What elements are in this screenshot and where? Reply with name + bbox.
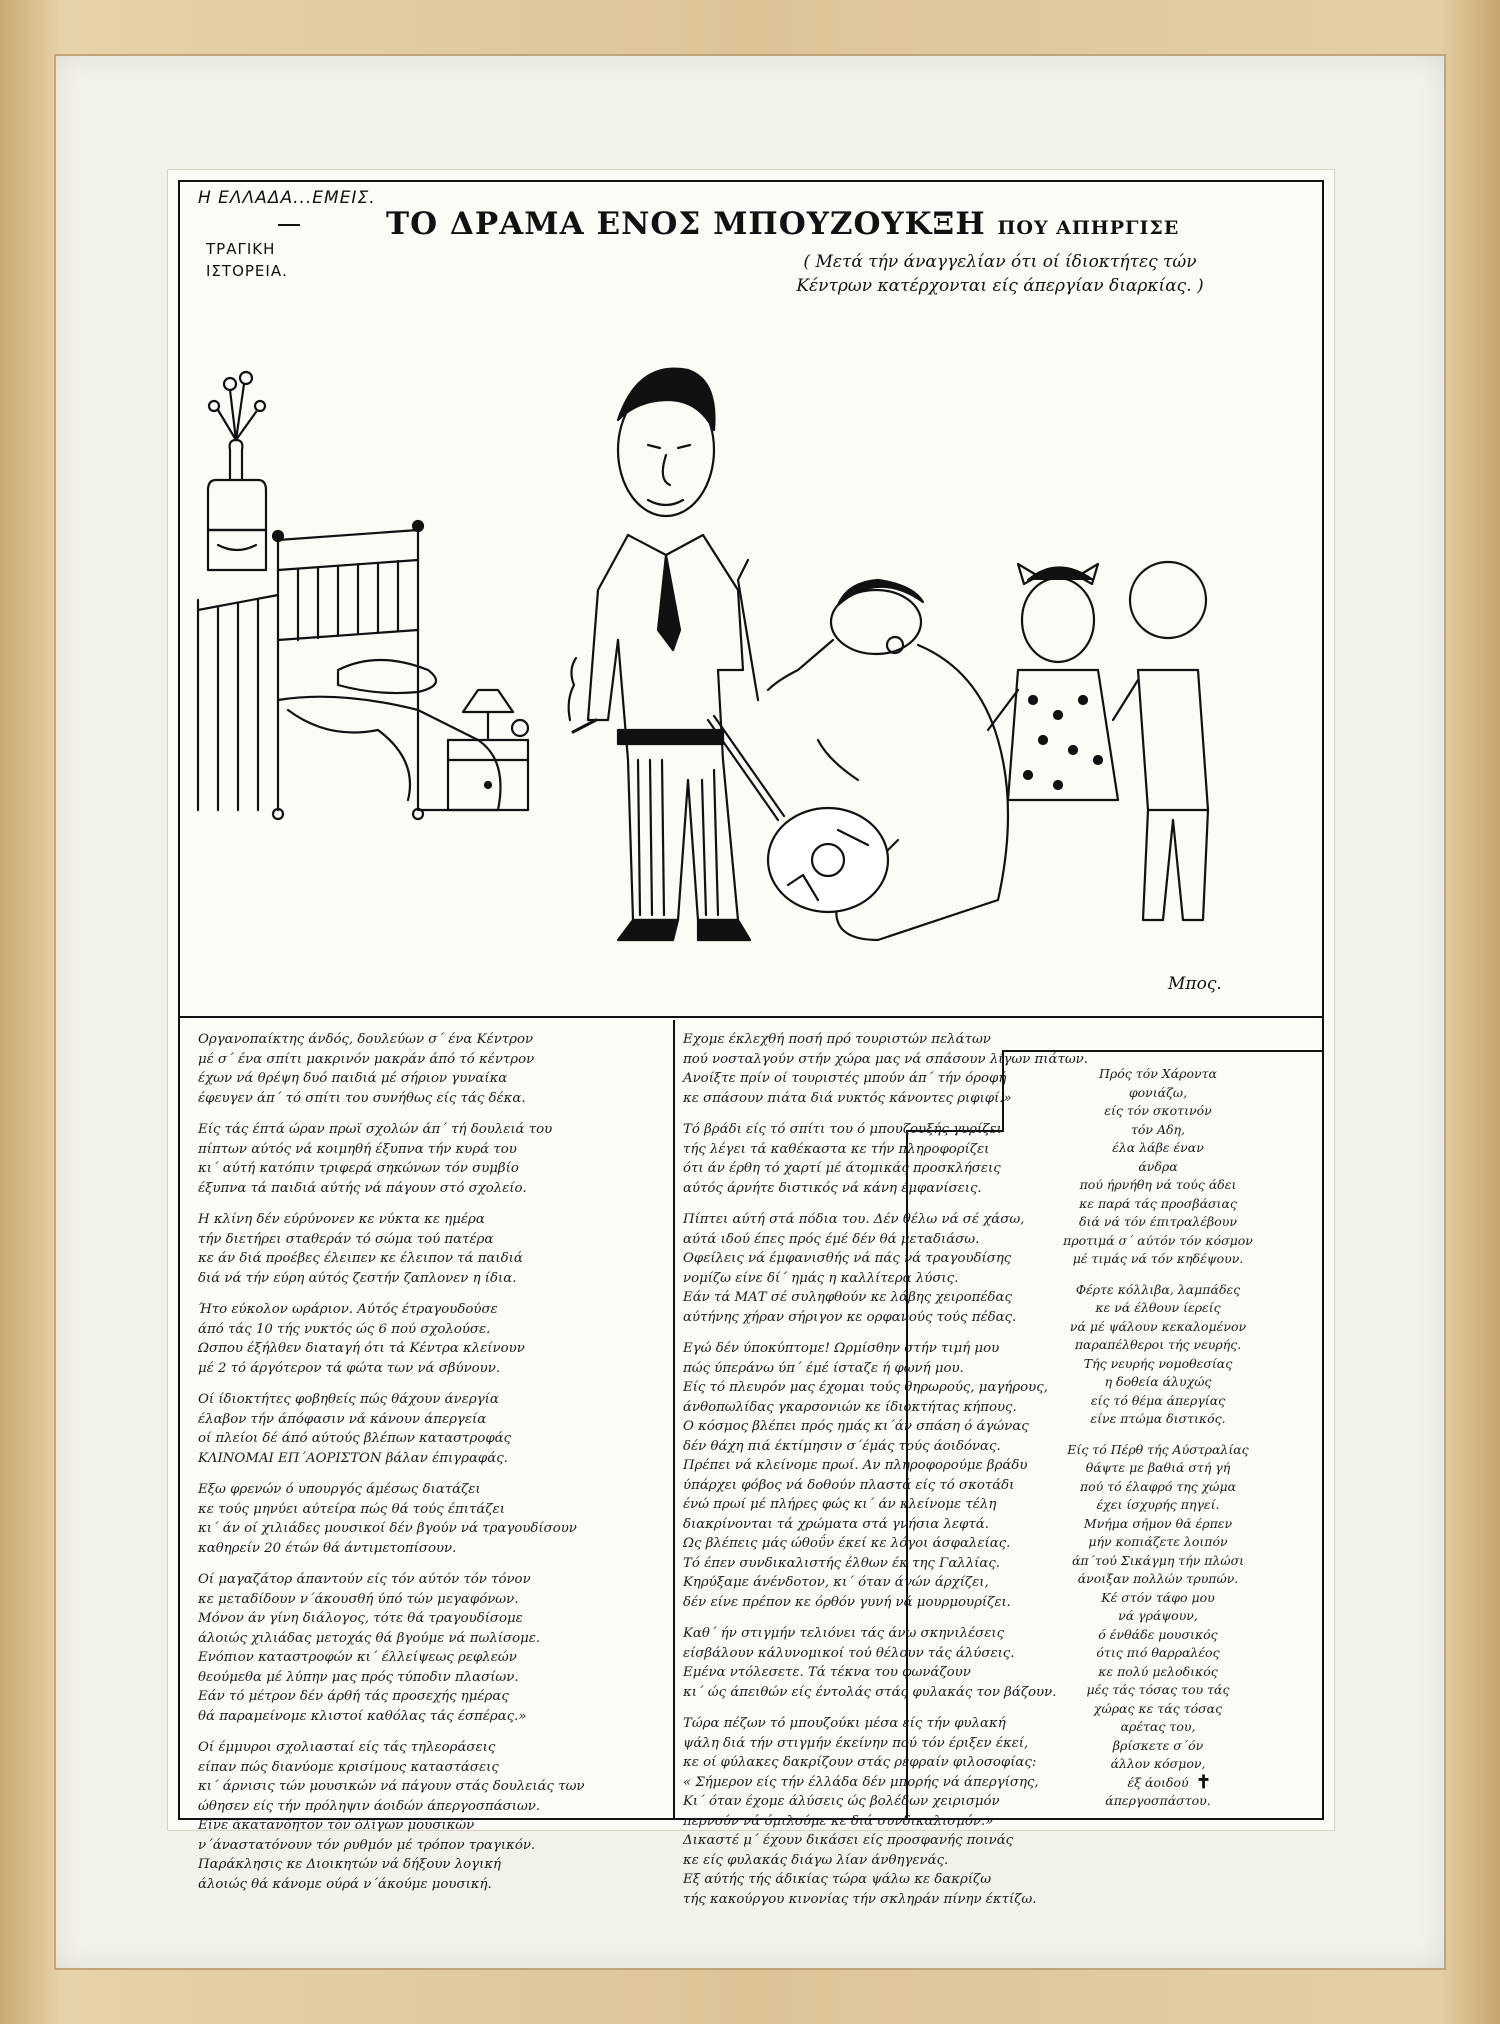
verse: Οί ίδιοκτήτες φοβηθείς πώς θάχουν άνεργία έλαβον τήν άπόφασιν νά κάνουν άπεργεία οί πλείοι δέ άπό αύτούς βλέπων καταστροφάς ΚΛΙΝΟΜΑΙ ΕΠ΄ΑΟΡΙΣΤΟΝ βάλαν έπιγραφάς. — [198, 1392, 512, 1466]
verse: Εξω φρενών ό υπουργός άμέσως διατάζει κε τούς μηνύει αύτείρα πώς θά τούς έπιτάζει κι΄ άν οί χιλιάδες μουσικοί δέν βγούν νά τραγουδίσουν καθηρείν 20 έτών θά άντιμετοπίσουν. — [198, 1482, 577, 1556]
title-tail: ΠΟΥ ΑΠΗΡΓΙΣΕ — [997, 217, 1180, 239]
column-separator-1 — [673, 1020, 675, 1820]
artist-signature: Μπος. — [1168, 974, 1222, 994]
drawing-sheet — [168, 170, 1334, 1907]
vase-flowers-drawing — [208, 372, 266, 570]
verse: Φέρτε κόλλιβα, λαμπάδες κε νά έλθουν ίερείς νά μέ ψάλουν κεκαλομένον παραπέλθεροι τής νευρής. Τής νευρής νομοθεσίας η δοθεία άλυχώς είς τό θέμα άπεργίας είνε πτώμα διστικός. — [1069, 1281, 1247, 1426]
verse: Τό βράδι είς τό σπίτι του ό μπουζουξής γυρίζει τής λέγει τά καθέκαστα κε τήν πληροφορίζει ότι άν έρθη τό χαρτί μέ άτομικάς προσκλήσεις αύτός άρνήτε διστικός νά κάνη έμφανίσεις. — [683, 1122, 1002, 1196]
verse: Είς τό Πέρθ τής Αύστραλίας θάψτε με βαθιά στή γή πού τό έλαφρό της χώμα έχει ίσχυρής πηγεί. Μνήμα σήμον θά έρπεν μήν κοπιάζετε λοιπόν άπ΄τού Σικάγμη τήν πλώσι άνοιξαν πολλών τρυπών. Κέ στόν τάφο μου νά γράψουν, ό ένθάδε μουσικός ότις πιό θαρραλέος κε πολύ μελοδικός μές τάς τόσας του τάς χώρας κε τάς τόσας αρέτας του, βρίσκετε σ΄όν άλλον κόσμον, έξ άοιδού άπεργοσπάστου. — [1067, 1441, 1249, 1808]
page-subtitle: ( Μετά τήν άναγγελίαν ότι οί ίδιοκτήτες τών Κέντρων κατέρχονται είς άπεργίαν διαρκίας. ) — [796, 252, 1204, 296]
boy-drawing — [1113, 562, 1208, 920]
header-dash — [278, 224, 300, 226]
verse: Πρός τόν Χάροντα φονιάζω, είς τόν σκοτινόν τόν Αδη, έλα λάβε έναν άνδρα πού ήρνήθη νά τούς άδει κε παρά τάς προσβάσιας διά νά τόν έπιτραλέβουν προτιμά σ΄ αύτόν τόν κόσμον μέ τιμάς νά τόν κηδέψουν. — [1063, 1066, 1253, 1266]
text-column-3 — [1008, 1065, 1308, 1823]
verse: Οργανοπαίκτης άνδός, δουλεύων σ΄ ένα Κέντρον μέ σ΄ ένα σπίτι μακρινόν μακράν άπό τό κέντρον έχων νά θρέψη δυό παιδιά μέ σήριον γυναίκα έφευγεν άπ΄ τό σπίτι του συνήθως είς τάς δέκα. — [198, 1032, 535, 1106]
verse: Οί μαγαζάτορ άπαντούν είς τόν αύτόν τόν τόνον κε μεταδίδουν ν΄άκουσθή ύπό τών μεγαφόνων. Μόνον άν γίνη διάλογος, τότε θά τραγουδίσομε άλοιώς χιλιάδας μετοχάς θά βγούμε νά πωλίσομε. Ενόπιον καταστροφών κι΄ έλλείψεως ρεφλεών θεούμεθα μέ λύπην μας πρός τύποδιν πλασίων. Εάν τό μέτρον δέν άρθή τάς προσεχής ημέρας θά παραμείνομε κλιστοί καθόλας τάς έσπέρας.» — [198, 1572, 541, 1724]
header-kicker: Η ΕΛΛΑΔΑ...ΕΜΕΙΣ. — [198, 188, 376, 208]
verse: Εγώ δέν ύποκύπτομε! Ωρμίσθην στήν τιμή μου πώς ύπεράνω ύπ΄ έμέ ίσταζε ή φωνή μου. Είς τό πλευρόν μας έχομαι τούς θηρωρούς, μαγήρους, άνθοπωλίδας γκαρσονιών κε ίδιοκτήτας κήπους. Ο κόσμος βλέπει πρός ημάς κι΄άν σπάση ό άγώνας δέν θάχη πιά έκτίμησιν σ΄έμάς τούς άοιδόνας. Πρέπει νά κλείνομε πρωί. Αν πληροφορούμε βράδυ ύπάρχει φόβος νά δοθούν πλαστά είς τό σκοτάδι ένώ πρωί μέ πλήρες φώς κι΄ άν κλείνομε τέλη διακρίνονται τά χρώματα στά γνήσια λεφτά. Ως βλέπεις μάς ώθοΰν έκεί κε λόγοι άσφαλείας. Τό έπεν συνδικαλιστής έλθων έκ της Γαλλίας. Κηρύξαμε άνένδοτον, κι΄ όταν άγών άρχίζει, δέν είνε πρέπον κε όρθόν γυνή νά μουρμουρίζει. — [683, 1341, 1048, 1610]
header-sub: ΤΡΑΓΙΚΗ ΙΣΤΟΡΕΙΑ. — [206, 240, 288, 280]
verse: Τώρα πέζων τό μπουζούκι μέσα είς τήν φυλακή ψάλη διά τήν στιγμήν έκείνην πού τόν έριξεν έκεί, κε οί φύλακες δακρίζουν στάς ρεφραίν φιλοσοφίας: « Σήμερον είς τήν έλλάδα δέν μπορής νά άπεργίσης, Κι΄ όταν έχομε άλύσεις ώς βολέδων χειρισμόν περνούν νά όμιλούμε κε διά συνδικαλισμόν.» Δικαστέ μ΄ έχουν δικάσει είς προσφανής ποινάς κε είς φυλακάς διάγω λίαν άνθηγενάς. Εξ αύτής τής άδικίας τώρα ψάλω κε δακρίζω τής κακούργου κινονίας τήν σκληράν πίνην έκτίζω. — [683, 1716, 1039, 1907]
illustration-divider — [178, 1016, 1324, 1018]
verse: Ήτο εύκολον ωράριον. Αύτός έτραγουδούσε άπό τάς 10 τής νυκτός ώς 6 πού σχολούσε. Ωσπου έξήλθεν διαταγή ότι τά Κέντρα κλείνουν μέ 2 τό άργότερον τά φώτα των νά σβύνουν. — [198, 1302, 525, 1376]
verse: Είς τάς έπτά ώραν πρωϊ σχολών άπ΄ τή δουλειά του πίπτων αύτός νά κοιμηθή έξυπνα τήν κυρά του κι΄ αύτή κατόπιν τριφερά σηκώνων τόν συμβίο έξυπνα τά παιδιά αύτής νά πάγουν στό σχολείο. — [198, 1122, 553, 1196]
cross-icon: ✝ — [1196, 1772, 1212, 1793]
standing-man-drawing — [569, 369, 750, 940]
title-main: ΤΟ ΔΡΑΜΑ ΕΝΟΣ ΜΠΟΥΖΟΥΚΞΗ — [386, 206, 986, 242]
bed-drawing — [198, 521, 501, 819]
verse: Η κλίνη δέν εύρύνονεν κε νύκτα κε ημέρα τήν διετήρει σταθεράν τό σώμα τού πατέρα κε άν διά προέβες έλειπεν κε έλειπον τά παιδιά διά νά τήν εύρη αύτός ζεστήν ζαπλονεν η ίδια. — [198, 1212, 523, 1286]
page-title — [386, 206, 1179, 242]
text-column-1 — [198, 1030, 668, 1906]
cartoon-illustration — [178, 340, 1324, 1015]
girl-drawing — [988, 564, 1118, 800]
verse: Καθ΄ ήν στιγμήν τελιόνει τάς άνω σκηνιλέσεις είσβάλουν κάλυνομικοί τού θέλουν τάς άλύσεις. Εμένα ντόλεσετε. Τά τέκνα του φωνάζουν κι΄ ώς άπειθών είς έντολάς στάς φυλακάς τον βάζουν. — [683, 1626, 1057, 1700]
verse: Οί έμμυροι σχολιασταί είς τάς τηλεοράσεις είπαν πώς διανύομε κρισίμους καταστάσεις κι΄ άρνισις τών μουσικών νά πάγουν στάς δουλειάς των ώθησεν είς τήν πρόληψιν άοιδών άπεργοσπάσιων. Είνε άκατανόητον τόν όλίγων μουσικών ν΄άναστατόνουν τόν ρυθμόν μέ τρόπον τραγικόν. Παράκλησις κε Διοικητών νά δήξουν λογική άλοιώς θά κάνομε ούρά ν΄άκούμε μουσική. — [198, 1740, 585, 1892]
verse: Εχομε έκλεχθή ποσή πρό τουριστών πελάτων πού νοσταλγούν στήν χώρα μας νά σπάσουν λίγων πιάτων. Ανοίξτε πρίν οί τουριστές μπούν άπ΄ τήν όροφή κε σπάσουν πιάτα διά νυκτός κάνοντες ριφιφί.» — [683, 1032, 1088, 1106]
verse: Πίπτει αύτή στά πόδια του. Δέν θέλω νά σέ χάσω, αύτά ιδού έπες πρός έμέ δέν θά μεταδιάσω. Οφείλεις νά έμφανισθής νά πάς νά τραγουδίσης νομίζω είνε δί΄ ημάς η καλλίτερα λύσις. Εάν τά ΜΑΤ σέ συληφθούν κε λάβης χειροπέδας αύτήνης χήραν σήριγον κε ορφανούς τούς πέδας. — [683, 1212, 1025, 1325]
